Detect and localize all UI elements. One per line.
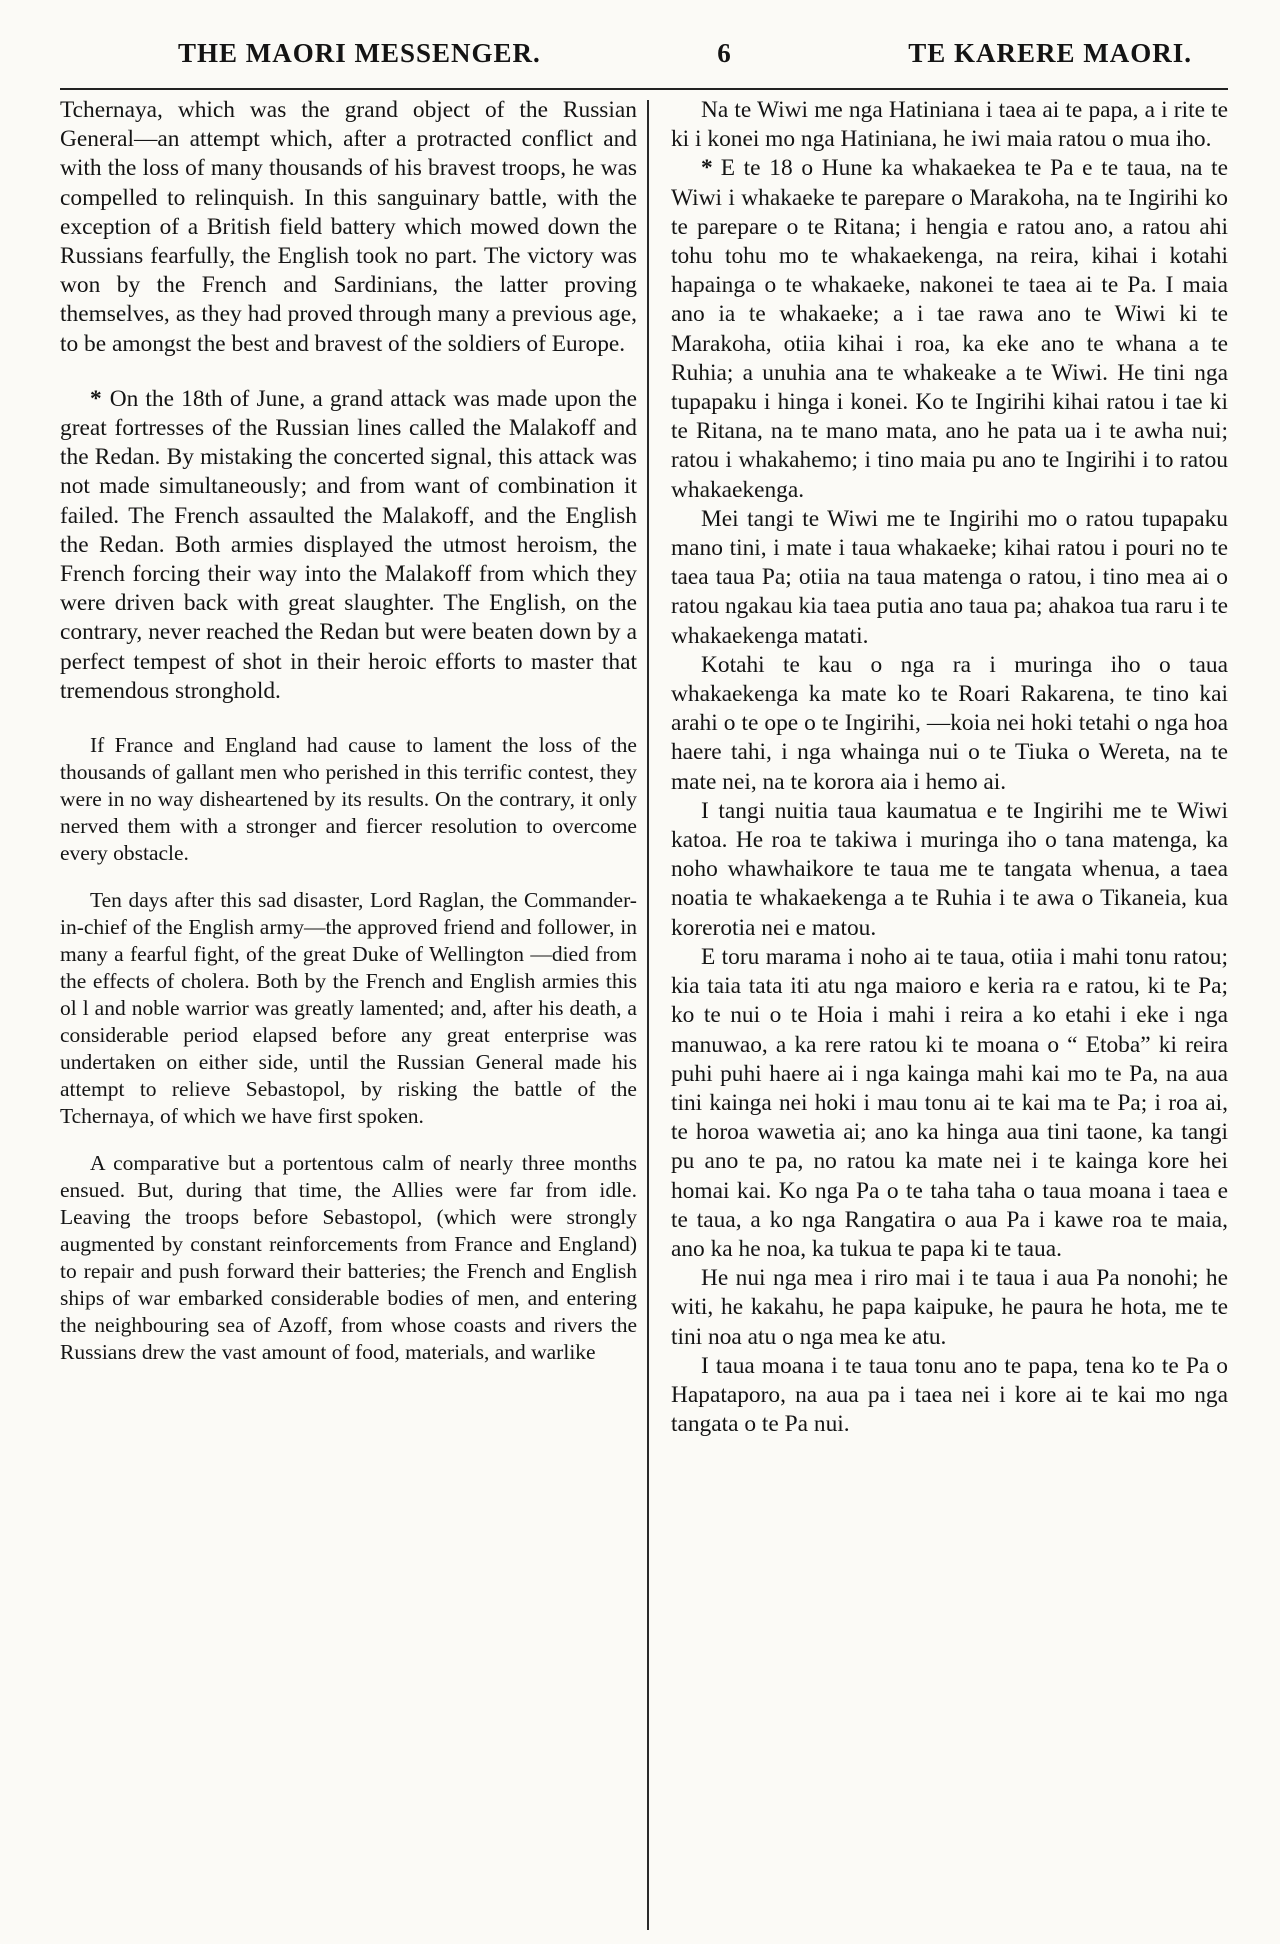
maori-paragraph-text: E te 18 o Hune ka whakaekea te Pa e te taua, na te Wiwi i whakaeke te parepare o Marakoha, na te Ingirihi ko te parepare o te Ritana; i hengia e ratou ano, a ratou ahi tohu tohu mo te whakaekenga, na reira, kihai i kotahi hapainga o te whakaeke, nakonei te taea ai te Pa. I maia ano ia te whakaeke; a i tae rawa ano te Wiwi ki te Marakoha, otiia kihai i roa, ka eke ano te whana a te Ruhia; a unuhia ana te whakeake a te Wiwi. He tini nga tupapaku i hinga i konei. Ko te Ingirihi kihai ratou i tae ki te Ritana, na te mano mata, ano he pata ua i te awha nui; ratou i whakahemo; i tino maia pu ano te Ingirihi i to ratou whakaekenga. (670, 155, 1228, 503)
english-paragraph-text: On the 18th of June, a grand attack was made upon the great fortresses of the Russian lines called the Malakoff and the Redan. By mistaking the concerted signal, this attack was not made simultaneously; and from want of combination it failed. The French assaulted the Malakoff, and the English the Redan. Both armies displayed the utmost heroism, the French forcing their way into the Malakoff from which they were driven back with great slaughter. The English, on the contrary, never reached the Redan but were beaten down by a perfect tempest of shot in their heroic efforts to master that tremendous stronghold. (60, 385, 637, 704)
maori-paragraph: I taua moana i te taua tonu ano te papa, tena ko te Pa o Hapataporo, na aua pa i taea nei i kore ai te kai mo nga tangata o te Pa nui. (670, 1352, 1228, 1438)
maori-paragraph: Kotahi te kau o nga ra i muringa iho o taua whakaekenga ka mate ko te Roari Rakarena, te tino kai arahi o te ope o te Ingirihi, —koia nei hoki tetahi o nga hoa haere tahi, i nga whainga nui o te Tiuka o Wereta, na te mate nei, na te korora aia i hemo ai. (670, 651, 1228, 795)
header-rule (60, 88, 1228, 90)
section-asterisk-marker: * (90, 385, 102, 412)
maori-masthead-title: TE KARERE MAORI. (908, 38, 1192, 68)
maori-paragraph: Mei tangi te Wiwi me te Ingirihi mo o ratou tupapaku mano tini, i mate i taua whakaeke; kihai ratou i pouri no te taea taua Pa; otiia na taua matenga o ratou, i tino mea ai o ratou ngakau kia taea putia ano taua pa; ahakoa tua raru i te whakaekenga matati. (670, 505, 1228, 649)
section-asterisk-marker: * (700, 155, 713, 182)
english-paragraph (60, 385, 637, 706)
english-paragraph: Ten days after this sad disaster, Lord Raglan, the Commander-in-chief of the English army—the approved friend and follower, in many a fearful fight, of the great Duke of Wellington —died from the effects of cholera. Both by the French and English armies this ol l and noble warrior was greatly lamented; and, after his death, a considerable period elapsed before any great enterprise was undertaken on either side, until the Russian General made his attempt to relieve Sebastopol, by risking the battle of the Tchernaya, of which we have first spoken. (60, 888, 637, 1129)
text-columns (60, 96, 1228, 1936)
english-paragraph: Tchernaya, which was the grand object of the Russian General—an attempt which, after a protracted conflict and with the loss of many thousands of his bravest troops, he was compelled to relinquish. In this sanguinary battle, with the exception of a British field battery which mowed down the Russians fearfully, the English took no part. The victory was won by the French and Sardinians, the latter proving themselves, as they had proved through many a previous age, to be amongst the best and bravest of the soldiers of Europe. (60, 97, 637, 357)
english-paragraph: If France and England had cause to lament the loss of the thousands of gallant men who perished in this terrific contest, they were in no way disheartened by its results. On the contrary, it only nerved them with a stronger and fiercer resolution to overcome every obstacle. (60, 733, 637, 866)
maori-column (649, 96, 1228, 1936)
maori-paragraph: I tangi nuitia taua kaumatua e te Ingirihi me te Wiwi katoa. He roa te takiwa i muringa iho o tana matenga, ka noho whawhaikore te taua me te tangata whenua, a taea noatia te whakaekenga a te Ruhia i te awa o Tikaneia, kua korerotia nei e matou. (670, 797, 1228, 941)
english-paragraph: A comparative but a portentous calm of nearly three months ensued. But, during that time, the Allies were far from idle. Leaving the troops before Sebastopol, (which were strongly augmented by constant reinforcements from France and England) to repair and push forward their batteries; the French and English ships of war embarked considerable bodies of men, and entering the neighbouring sea of Azoff, from whose coasts and rivers the Russians drew the vast amount of food, materials, and warlike (60, 1151, 637, 1365)
maori-paragraph: Na te Wiwi me nga Hatiniana i taea ai te papa, a i rite te ki i konei mo nga Hatiniana, he iwi maia ratou o mua iho. (670, 97, 1228, 153)
maori-paragraph (671, 154, 1228, 504)
maori-paragraph: E toru marama i noho ai te taua, otiia i mahi tonu ratou; kia taia tata iti atu nga maioro e keria ra e ratou, ki te Pa; ko te nui o te Hoia i mahi i reira a ko etahi i eke i nga manuwao, a ka rere ratou ki te moana o “ Etoba” ki reira puhi puhi haere ai i nga kainga mahi kai mo te Pa, na aua tini kainga nei hoki i mau tonu ai te kai ma te Pa; i roa ai, te horoa wawetia ai; ano ka hinga aua tini taone, ka tangi pu ano te pa, no ratou ka mate nei i te kainga kore hei homai kai. Ko nga Pa o te taha taha o taua moana i taea e te taua, a ko nga Rangatira o aua Pa i kawe roa te maia, ano ka he noa, ka tukua te papa ki te taua. (670, 943, 1228, 1262)
maori-paragraph: He nui nga mea i riro mai i te taua i aua Pa nonohi; he witi, he kakahu, he papa kaipuke, he paura he hota, me te tini noa atu o nga mea ke atu. (670, 1265, 1228, 1350)
page-number: 6 (717, 38, 732, 68)
running-head (60, 38, 1228, 78)
english-masthead-title: THE MAORI MESSENGER. (178, 38, 541, 68)
english-column (60, 96, 647, 1936)
